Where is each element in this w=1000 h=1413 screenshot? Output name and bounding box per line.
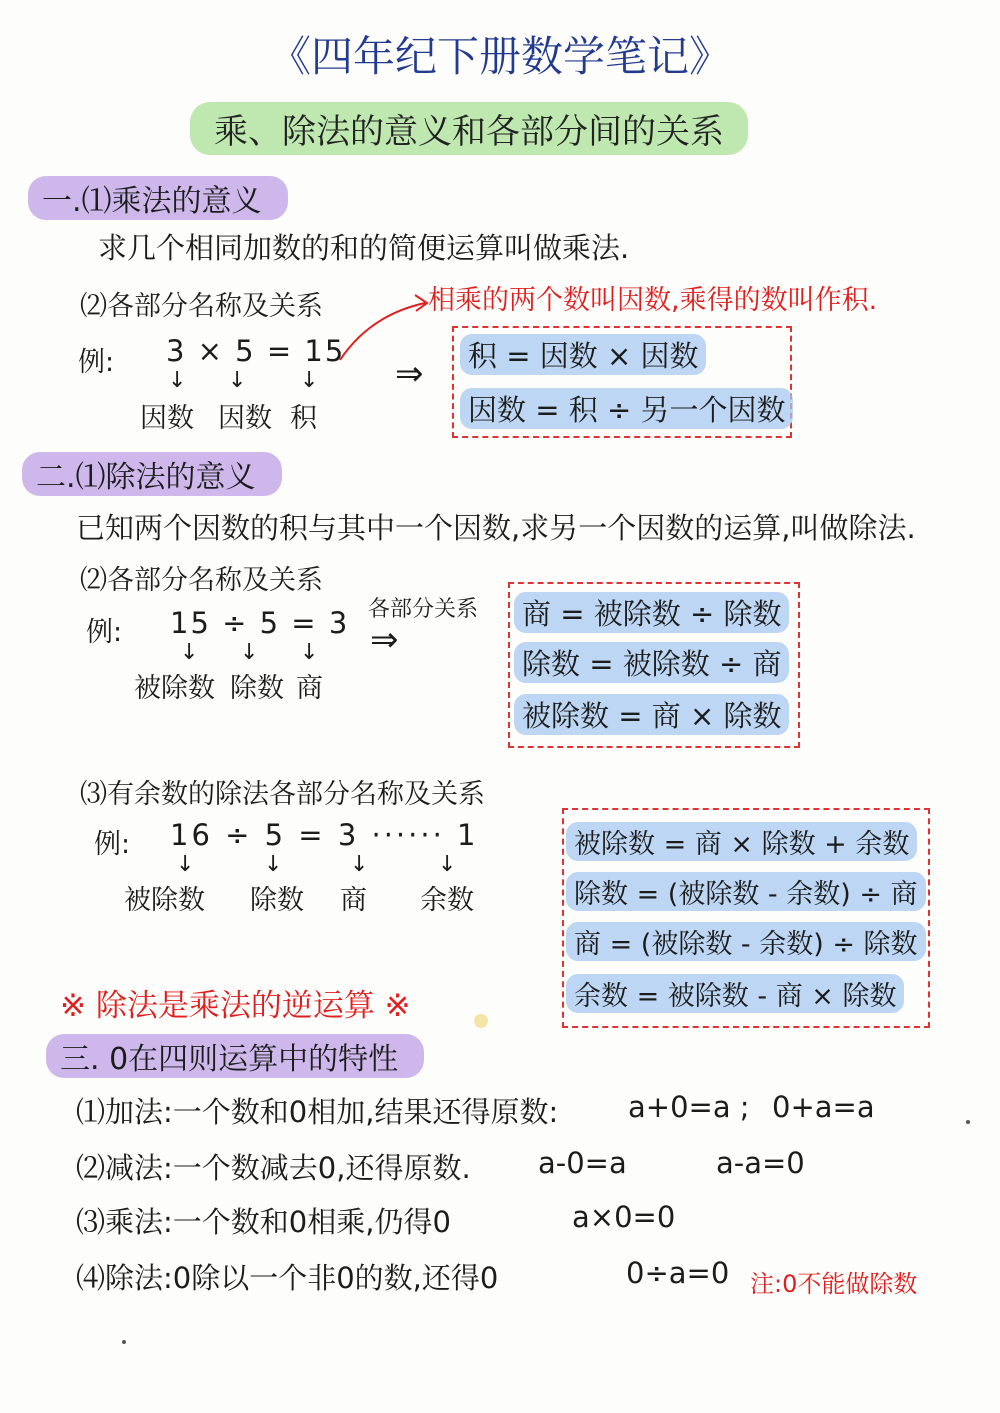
formula-product: 积 = 因数 × 因数 xyxy=(460,334,706,375)
formula-subtraction-1: a-0=a xyxy=(538,1146,627,1180)
remainder-division-label: ⑶有余数的除法各部分名称及关系 xyxy=(80,779,485,810)
formula-divisor: 除数 = 被除数 ÷ 商 xyxy=(514,642,789,683)
formula-remainder: 余数 = 被除数 - 商 × 除数 xyxy=(566,974,904,1013)
formula-remainder-divisor: 除数 = (被除数 - 余数) ÷ 商 xyxy=(566,872,926,911)
multiplication-example: 3 × 5 = 15 xyxy=(166,334,346,368)
formula-remainder-dividend: 被除数 = 商 × 除数 + 余数 xyxy=(566,822,917,861)
formula-remainder-quotient: 商 = (被除数 - 余数) ÷ 除数 xyxy=(566,922,926,961)
division-part-names-label: ⑵各部分名称及关系 xyxy=(80,565,323,596)
formula-addition-1: a+0=a ; xyxy=(628,1090,750,1124)
zero-divisor-note: 注:0不能做除数 xyxy=(750,1270,918,1298)
formula-factor: 因数 = 积 ÷ 另一个因数 xyxy=(460,388,793,429)
name-product: 积 xyxy=(290,403,317,434)
name-factor-1: 因数 xyxy=(140,403,194,434)
name-quotient-3: 商 xyxy=(340,885,367,916)
example-label-2: 例: xyxy=(86,617,123,648)
down-arrow-icon: ↓ xyxy=(228,368,247,393)
down-arrow-icon: ↓ xyxy=(300,640,319,665)
name-dividend-3: 被除数 xyxy=(124,885,205,916)
section3-heading: 三. 0在四则运算中的特性 xyxy=(46,1034,424,1078)
formula-dividend: 被除数 = 商 × 除数 xyxy=(514,694,789,735)
rule-multiplication: ⑶乘法:一个数和0相乘,仍得0 xyxy=(76,1205,451,1239)
down-arrow-icon: ↓ xyxy=(300,368,319,393)
implies-icon: ⇒ xyxy=(395,354,424,394)
multiplication-definition: 求几个相同加数的和的简便运算叫做乘法. xyxy=(98,231,630,265)
division-definition: 已知两个因数的积与其中一个因数,求另一个因数的运算,叫做除法. xyxy=(76,511,916,545)
subtitle: 乘、除法的意义和各部分间的关系 xyxy=(190,102,748,155)
rule-subtraction: ⑵减法:一个数减去0,还得原数. xyxy=(76,1151,471,1185)
implies-icon: ⇒ xyxy=(370,620,399,660)
multiplication-part-names-label: ⑵各部分名称及关系 xyxy=(80,291,323,322)
rule-division: ⑷除法:0除以一个非0的数,还得0 xyxy=(76,1261,499,1295)
remainder-example: 16 ÷ 5 = 3 ······ 1 xyxy=(170,818,479,852)
page-title: 《四年纪下册数学笔记》 xyxy=(268,32,731,81)
down-arrow-icon: ↓ xyxy=(438,852,457,877)
down-arrow-icon: ↓ xyxy=(350,852,369,877)
down-arrow-icon: ↓ xyxy=(176,852,195,877)
down-arrow-icon: ↓ xyxy=(240,640,259,665)
section2-heading: 二.⑴除法的意义 xyxy=(22,452,282,496)
formula-quotient: 商 = 被除数 ÷ 除数 xyxy=(514,592,789,633)
formula-multiplication: a×0=0 xyxy=(572,1200,676,1234)
formula-division: 0÷a=0 xyxy=(626,1256,730,1290)
name-quotient: 商 xyxy=(296,673,323,704)
decorative-dot xyxy=(966,1120,970,1124)
down-arrow-icon: ↓ xyxy=(264,852,283,877)
division-example: 15 ÷ 5 = 3 xyxy=(170,606,350,640)
example-label-1: 例: xyxy=(78,347,115,378)
decorative-dot xyxy=(122,1340,126,1344)
inverse-operation-note: ※ 除法是乘法的逆运算 ※ xyxy=(60,988,411,1024)
note-arrow xyxy=(330,285,440,365)
down-arrow-icon: ↓ xyxy=(168,368,187,393)
formula-subtraction-2: a-a=0 xyxy=(716,1146,805,1180)
example-label-3: 例: xyxy=(94,829,131,860)
section1-heading: 一.⑴乘法的意义 xyxy=(28,176,288,220)
decorative-dot xyxy=(474,1014,488,1028)
rule-addition: ⑴加法:一个数和0相加,结果还得原数: xyxy=(76,1095,559,1129)
name-divisor: 除数 xyxy=(230,673,284,704)
name-remainder: 余数 xyxy=(420,885,474,916)
multiplication-note: 相乘的两个数叫因数,乘得的数叫作积. xyxy=(428,285,878,316)
formula-addition-2: 0+a=a xyxy=(772,1090,875,1124)
name-dividend: 被除数 xyxy=(134,673,215,704)
name-factor-2: 因数 xyxy=(218,403,272,434)
relation-label: 各部分关系 xyxy=(368,597,479,622)
name-divisor-3: 除数 xyxy=(250,885,304,916)
down-arrow-icon: ↓ xyxy=(180,640,199,665)
